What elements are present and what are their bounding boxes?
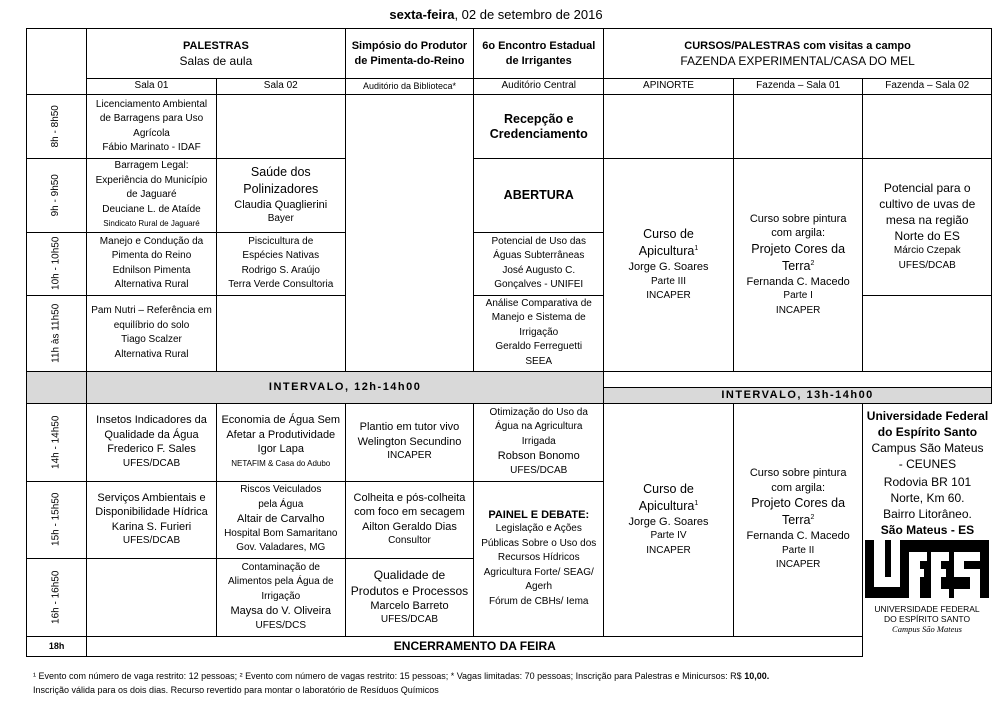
- session-cell: Insetos Indicadores da Qualidade da Água Frederico F. Sales UFES/DCAB: [87, 403, 217, 481]
- session-cell: Potencial de Uso das Águas Subterrâneas José Augusto C. Gonçalves - UNIFEI: [474, 232, 604, 295]
- session-cell: Otimização do Uso da Água na Agricultura Irrigada Robson Bonomo UFES/DCAB: [474, 403, 604, 481]
- time-label: 11h às 11h50: [27, 295, 87, 371]
- address-line: Rodovia BR 101: [883, 474, 972, 489]
- address-line: Norte, Km 60.: [890, 490, 965, 505]
- interval-right: INTERVALO, 13h-14h00: [604, 387, 992, 403]
- empty-cell: [345, 95, 474, 372]
- time-label: 15h - 15h50: [27, 481, 87, 558]
- session-cell: Curso de Apicultura$^1$ Jorge G. Soares Parte IV INCAPER: [604, 403, 734, 636]
- logo-line1: UNIVERSIDADE FEDERAL: [874, 603, 981, 614]
- room-header: Fazenda – Sala 01: [733, 79, 863, 95]
- date: , 02 de setembro de 2016: [454, 7, 603, 22]
- room-header: Auditório da Biblioteca*: [345, 79, 474, 95]
- empty-cell: [863, 295, 992, 371]
- interval-left: INTERVALO, 12h-14h00: [87, 371, 604, 403]
- session-cell: Piscicultura de Espécies Nativas Rodrigo S. Araújo Terra Verde Consultoria: [216, 232, 345, 295]
- session-cell: Pam Nutri – Referência em equilíbrio do solo Tiago Scalzer Alternativa Rural: [87, 295, 217, 371]
- footnotes: [33, 669, 983, 697]
- session-cell: ABERTURA: [474, 159, 604, 233]
- footnote-line: ¹ Evento com número de vaga restrito: 12 pessoas; ² Evento com número de vagas restrito: 15 pessoas; * Vagas limitadas: 70 pessoas; Inscrição para Palestras e Minicursos: R$ 10,00.: [33, 671, 770, 681]
- empty-cell: [733, 95, 863, 159]
- time-label: 9h - 9h50: [27, 159, 87, 233]
- time-label: 14h - 14h50: [27, 403, 87, 481]
- page-title: [0, 7, 992, 22]
- session-cell: Licenciamento Ambiental de Barragens para Uso Agrícola Fábio Marinato - IDAF: [87, 95, 217, 159]
- empty-cell: [863, 95, 992, 159]
- session-cell: Contaminação de Alimentos pela Água de Irrigação Maysa do V. Oliveira UFES/DCS: [216, 558, 345, 636]
- group-title: CURSOS/PALESTRAS com visitas a campo: [684, 40, 911, 52]
- session-cell: Riscos Veiculados pela Água Altair de Carvalho Hospital Bom Samaritano Gov. Valadares, MG: [216, 481, 345, 558]
- group-title: PALESTRAS: [182, 40, 249, 52]
- room-header: APINORTE: [604, 79, 734, 95]
- empty-cell: [604, 95, 734, 159]
- logo-line2: DO ESPÍRITO SANTO: [884, 613, 971, 624]
- session-cell: Curso sobre pintura com argila: Projeto Cores da Terra$^2$ Fernanda C. Macedo Parte I INCAPER: [733, 159, 863, 372]
- session-cell: Curso de Apicultura$^1$ Jorge G. Soares Parte III INCAPER: [604, 159, 734, 372]
- group-irrigantes: 6o Encontro Estadual de Irrigantes: [474, 29, 604, 79]
- university-name: Universidade Federal: [866, 408, 989, 423]
- time-label: 18h: [27, 636, 87, 656]
- empty-cell: [216, 295, 345, 371]
- address-line: São Mateus - ES: [880, 522, 975, 537]
- campus-name: Campus São Mateus: [871, 440, 984, 455]
- session-cell: Análise Comparativa de Manejo e Sistema de Irrigação Geraldo Ferreguetti SEEA: [474, 295, 604, 371]
- time-label: 16h - 16h50: [27, 558, 87, 636]
- session-cell: Barragem Legal: Experiência do Município de Jaguaré Deuciane L. de Ataíde Sindicato Rural de Jaguaré: [87, 159, 217, 233]
- logo-line3: Campus São Mateus: [892, 623, 963, 634]
- empty-cell: [216, 95, 345, 159]
- ufes-info: [863, 403, 992, 656]
- interval-time-cell: [27, 371, 87, 403]
- empty-cell: [87, 558, 217, 636]
- session-cell: Manejo e Condução da Pimenta do Reino Ednilson Pimenta Alternativa Rural: [87, 232, 217, 295]
- ufes-logo: [865, 540, 989, 636]
- session-cell: Potencial para o cultivo de uvas de mesa na região Norte do ES Márcio Czepak UFES/DCAB: [863, 159, 992, 296]
- footnote-line: Inscrição válida para os dois dias. Recurso revertido para montar o laboratório de Resíduos Químicos: [33, 685, 439, 695]
- empty-cell: [604, 371, 992, 387]
- group-palestras: [87, 29, 346, 79]
- room-header: Sala 02: [216, 79, 345, 95]
- time-label: 10h - 10h50: [27, 232, 87, 295]
- closing-event: ENCERRAMENTO DA FEIRA: [87, 636, 863, 656]
- room-header: Sala 01: [87, 79, 217, 95]
- session-cell: Curso sobre pintura com argila: Projeto Cores da Terra$^2$ Fernanda C. Macedo Parte II INCAPER: [733, 403, 863, 636]
- group-cursos: [604, 29, 992, 79]
- session-cell: Serviços Ambientais e Disponibilidade Hídrica Karina S. Furieri UFES/DCAB: [87, 481, 217, 558]
- session-cell: PAINEL E DEBATE: Legislação e Ações Públicas Sobre o Uso dos Recursos Hídricos Agricultura Forte/ SEAG/ Agerh Fórum de CBHs/ Iema: [474, 481, 604, 636]
- room-header: Auditório Central: [474, 79, 604, 95]
- room-header: Fazenda – Sala 02: [863, 79, 992, 95]
- group-subtitle: FAZENDA EXPERIMENTAL/CASA DO MEL: [680, 53, 915, 68]
- session-cell: Qualidade de Produtos e Processos Marcelo Barreto UFES/DCAB: [345, 558, 474, 636]
- weekday: sexta-feira: [389, 7, 455, 22]
- session-cell: Plantio em tutor vivo Welington Secundino INCAPER: [345, 403, 474, 481]
- group-simposio: Simpósio do Produtor de Pimenta-do-Reino: [345, 29, 474, 79]
- group-subtitle: Salas de aula: [179, 53, 253, 68]
- address-line: Bairro Litorâneo.: [883, 506, 972, 521]
- session-cell: Recepção e Credenciamento: [474, 95, 604, 159]
- campus-name: - CEUNES: [898, 456, 957, 471]
- schedule-table: [26, 28, 992, 657]
- university-name: do Espírito Santo: [877, 424, 978, 439]
- corner-cell: [27, 29, 87, 95]
- time-label: 8h - 8h50: [27, 95, 87, 159]
- session-cell: Colheita e pós-colheita com foco em secagem Ailton Geraldo Dias Consultor: [345, 481, 474, 558]
- session-cell: Economia de Água Sem Afetar a Produtividade Igor Lapa NETAFIM & Casa do Adubo: [216, 403, 345, 481]
- session-cell: Saúde dos Polinizadores Claudia Quaglierini Bayer: [216, 159, 345, 233]
